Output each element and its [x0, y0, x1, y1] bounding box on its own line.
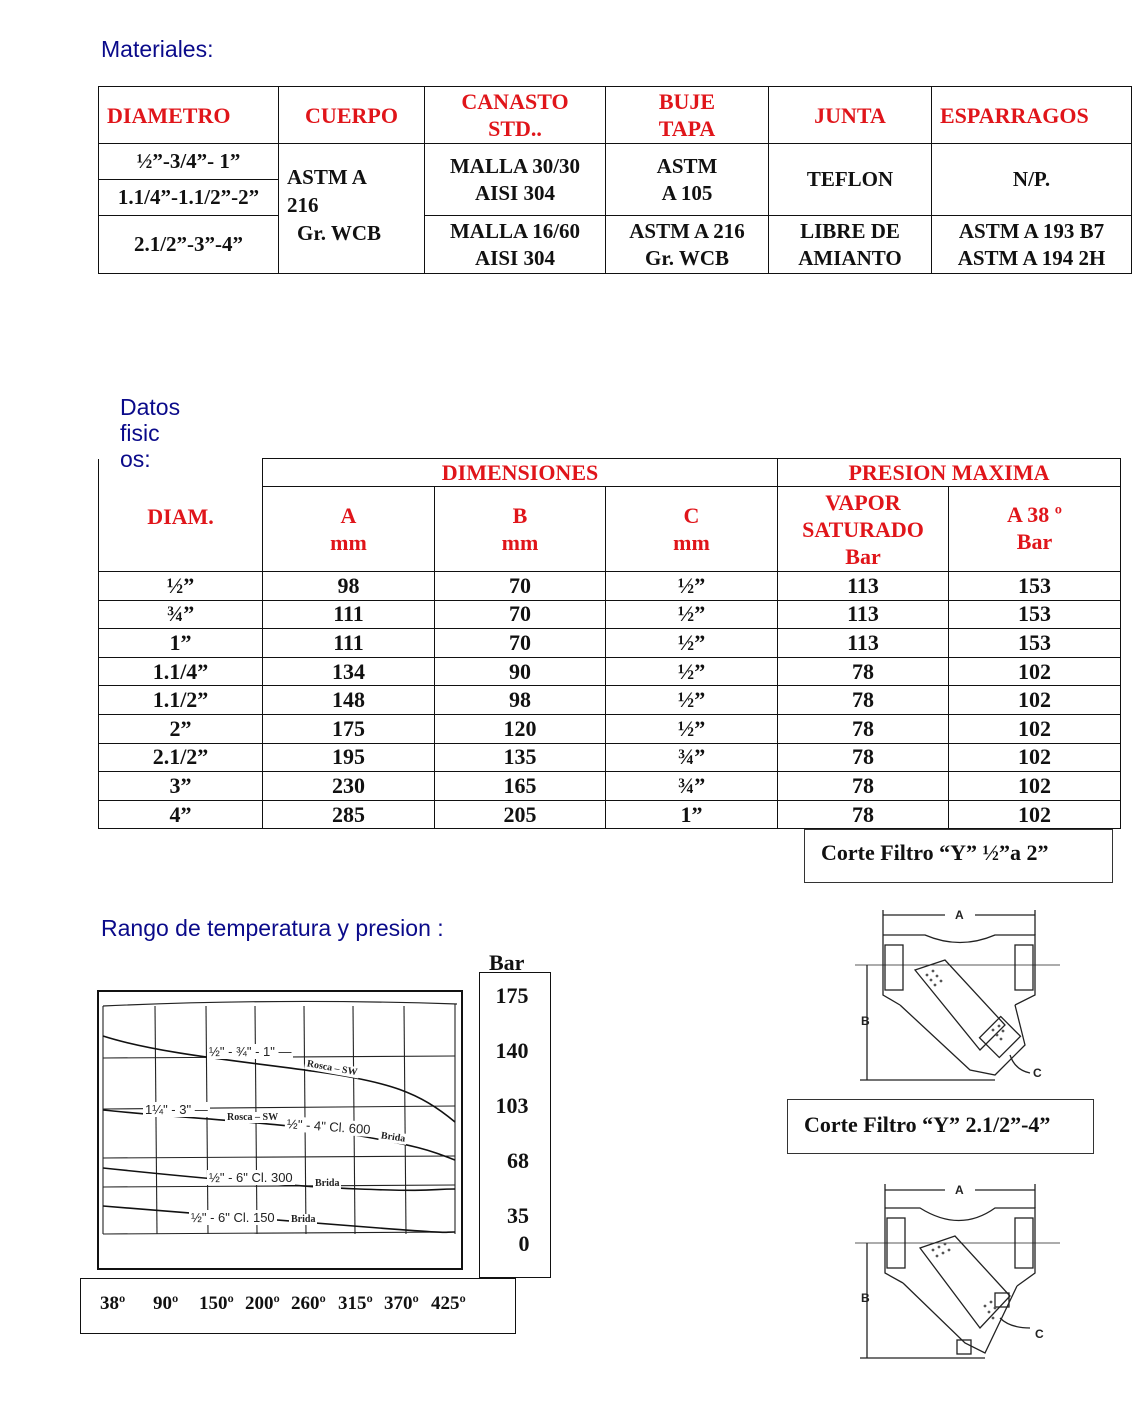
y-strainer-bolted-diagram: [845, 1178, 1075, 1368]
materials-row: [99, 144, 1132, 180]
header-a38: A 38 º Bar: [949, 487, 1121, 572]
buje-cell: ASTM A 105: [606, 144, 769, 216]
dimension-c-label: C: [1033, 1066, 1042, 1080]
table-row: [99, 714, 1121, 743]
dimension-b-label: B: [861, 1291, 870, 1305]
materials-title: Materiales:: [101, 36, 214, 62]
y-axis-unit: Bar: [489, 950, 525, 975]
canasto-cell: MALLA 16/60 AISI 304: [425, 216, 606, 274]
canasto-cell: MALLA 30/30 AISI 304: [425, 144, 606, 216]
header-c: C mm: [606, 487, 778, 572]
table-row: [99, 743, 1121, 772]
b-cell: 70: [435, 600, 606, 629]
diam-cell: 1.1/2”: [99, 686, 263, 715]
diam-cell: 2.1/2”: [99, 743, 263, 772]
diam-cell: 3”: [99, 772, 263, 801]
materials-header-row: [99, 87, 1132, 144]
junta-cell: TEFLON: [769, 144, 932, 216]
header-cuerpo: CUERPO: [279, 87, 425, 144]
a-cell: 98: [263, 572, 435, 601]
y-tick: 175: [495, 983, 529, 1008]
a-cell: 134: [263, 657, 435, 686]
header-dimensiones: DIMENSIONES: [263, 459, 778, 487]
c-cell: ½”: [606, 714, 778, 743]
a-cell: 148: [263, 686, 435, 715]
diametro-cell: ½”-3/4”- 1”: [99, 144, 279, 180]
dimension-a-label: A: [955, 1183, 964, 1197]
a38-cell: 102: [949, 686, 1121, 715]
table-row: [99, 686, 1121, 715]
series-2-class-label: ½" - 4" Cl. 600: [286, 1116, 371, 1137]
b-cell: 98: [435, 686, 606, 715]
diametro-cell: 1.1/4”-1.1/2”-2”: [99, 180, 279, 216]
series-line-4: [103, 1206, 455, 1232]
materials-table: [98, 86, 1132, 274]
x-tick: 200º: [245, 1293, 280, 1314]
a38-cell: 102: [949, 800, 1121, 829]
caption-cut-large: Corte Filtro “Y” 2.1/2”-4”: [787, 1099, 1094, 1154]
dimension-c-label: C: [1035, 1327, 1044, 1341]
vapor-cell: 78: [778, 657, 949, 686]
a38-cell: 102: [949, 657, 1121, 686]
c-cell: ½”: [606, 686, 778, 715]
x-tick: 315º: [338, 1293, 373, 1314]
a38-cell: 153: [949, 629, 1121, 658]
buje-cell: ASTM A 216 Gr. WCB: [606, 216, 769, 274]
y-tick: 103: [495, 1093, 529, 1118]
c-cell: ½”: [606, 629, 778, 658]
a-cell: 111: [263, 629, 435, 658]
x-tick: 370º: [384, 1293, 419, 1314]
diam-cell: ½”: [99, 572, 263, 601]
table-row: [99, 600, 1121, 629]
series-2-brida-label: Brida: [380, 1130, 406, 1145]
b-cell: 205: [435, 800, 606, 829]
header-esparragos: ESPARRAGOS: [932, 87, 1132, 144]
materials-row: [99, 216, 1132, 274]
header-buje: BUJE TAPA: [606, 87, 769, 144]
a-cell: 111: [263, 600, 435, 629]
y-tick: 0: [518, 1231, 530, 1256]
c-cell: 1”: [606, 800, 778, 829]
series-2-label: 1¼" - 3" —: [145, 1102, 208, 1117]
x-tick: 150º: [199, 1293, 234, 1314]
a-cell: 175: [263, 714, 435, 743]
vapor-cell: 78: [778, 772, 949, 801]
table-row: [99, 629, 1121, 658]
header-diam: DIAM.: [99, 459, 263, 572]
cuerpo-cell: ASTM A 216 Gr. WCB: [279, 144, 425, 274]
c-cell: ½”: [606, 657, 778, 686]
b-cell: 90: [435, 657, 606, 686]
dimension-a-label: A: [955, 908, 964, 922]
diam-cell: 2”: [99, 714, 263, 743]
diam-cell: 4”: [99, 800, 263, 829]
range-title: Rango de temperatura y presion :: [101, 915, 444, 941]
vapor-cell: 78: [778, 800, 949, 829]
esparragos-cell: ASTM A 193 B7 ASTM A 194 2H: [932, 216, 1132, 274]
series-4-label: ½" - 6" Cl. 150: [191, 1210, 275, 1225]
header-canasto: CANASTO STD..: [425, 87, 606, 144]
a38-cell: 153: [949, 600, 1121, 629]
header-a: A mm: [263, 487, 435, 572]
diam-cell: ¾”: [99, 600, 263, 629]
vapor-cell: 78: [778, 714, 949, 743]
dimension-b-label: B: [861, 1014, 870, 1028]
x-axis-box: [80, 1278, 516, 1334]
a38-cell: 153: [949, 572, 1121, 601]
x-tick: 260º: [291, 1293, 326, 1314]
c-cell: ½”: [606, 600, 778, 629]
physical-title: Datos fisic os:: [120, 394, 181, 472]
chart-plot: [99, 992, 461, 1268]
a-cell: 285: [263, 800, 435, 829]
table-row: [99, 572, 1121, 601]
vapor-cell: 113: [778, 600, 949, 629]
header-b: B mm: [435, 487, 606, 572]
vapor-cell: 113: [778, 629, 949, 658]
header-vapor-saturado: VAPOR SATURADO Bar: [778, 487, 949, 572]
y-tick: 35: [507, 1203, 529, 1228]
b-cell: 120: [435, 714, 606, 743]
x-tick: 38º: [100, 1293, 126, 1314]
a38-cell: 102: [949, 772, 1121, 801]
table-row: [99, 772, 1121, 801]
diametro-cell: 2.1/2”-3”-4”: [99, 216, 279, 274]
x-tick: 425º: [431, 1293, 466, 1314]
physical-data-table: [98, 458, 1121, 829]
series-3-brida-label: Brida: [315, 1178, 340, 1189]
b-cell: 135: [435, 743, 606, 772]
c-cell: ¾”: [606, 743, 778, 772]
y-tick: 68: [507, 1148, 529, 1173]
c-cell: ¾”: [606, 772, 778, 801]
y-tick: 140: [495, 1038, 529, 1063]
vapor-cell: 78: [778, 686, 949, 715]
b-cell: 165: [435, 772, 606, 801]
esparragos-cell: N/P.: [932, 144, 1132, 216]
pressure-temperature-chart: [97, 990, 463, 1270]
a38-cell: 102: [949, 714, 1121, 743]
series-4-brida-label: Brida: [291, 1214, 316, 1225]
caption-cut-small: Corte Filtro “Y” ½”a 2”: [804, 829, 1113, 883]
header-junta: JUNTA: [769, 87, 932, 144]
series-2-type-label: Rosca – SW: [227, 1112, 279, 1123]
series-1-label: ½" - ¾" - 1" —: [209, 1044, 292, 1059]
vapor-cell: 113: [778, 572, 949, 601]
header-diametro: DIAMETRO: [99, 87, 279, 144]
y-strainer-threaded-diagram: [845, 905, 1075, 1085]
a-cell: 195: [263, 743, 435, 772]
diam-cell: 1”: [99, 629, 263, 658]
a-cell: 230: [263, 772, 435, 801]
x-tick: 90º: [153, 1293, 179, 1314]
series-3-label: ½" - 6" Cl. 300: [209, 1170, 293, 1185]
diam-cell: 1.1/4”: [99, 657, 263, 686]
table-row: [99, 657, 1121, 686]
table-row: [99, 800, 1121, 829]
series-1-type-label: Rosca – SW: [306, 1058, 359, 1079]
b-cell: 70: [435, 629, 606, 658]
junta-cell: LIBRE DE AMIANTO: [769, 216, 932, 274]
a38-cell: 102: [949, 743, 1121, 772]
physical-header-row: [99, 459, 1121, 487]
header-presion-maxima: PRESION MAXIMA: [778, 459, 1121, 487]
vapor-cell: 78: [778, 743, 949, 772]
y-axis-box: [479, 972, 551, 1278]
c-cell: ½”: [606, 572, 778, 601]
b-cell: 70: [435, 572, 606, 601]
